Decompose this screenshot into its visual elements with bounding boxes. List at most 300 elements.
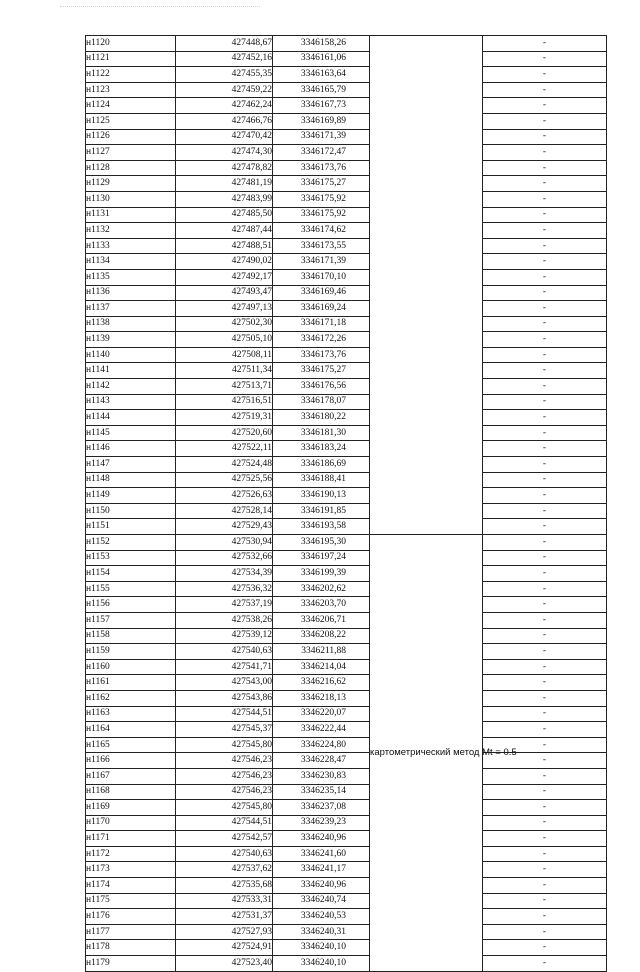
y-coordinate-cell: 3346190,13 [273, 488, 370, 504]
point-id-cell: н1120 [86, 36, 176, 52]
y-coordinate-cell: 3346163,64 [273, 67, 370, 83]
method-cell: картометрический метод Mt = 0.5 [370, 535, 483, 972]
x-coordinate-cell: 427546,23 [176, 784, 273, 800]
note-cell: - [483, 831, 607, 847]
table-row [86, 332, 607, 348]
note-cell: - [483, 129, 607, 145]
table-row [86, 909, 607, 925]
point-id-cell: н1170 [86, 815, 176, 831]
note-cell: - [483, 878, 607, 894]
point-id-cell: н1132 [86, 223, 176, 239]
y-coordinate-cell: 3346214,04 [273, 659, 370, 675]
point-id-cell: н1121 [86, 51, 176, 67]
x-coordinate-cell: 427544,51 [176, 815, 273, 831]
y-coordinate-cell: 3346171,39 [273, 129, 370, 145]
table-row [86, 612, 607, 628]
note-cell: - [483, 285, 607, 301]
note-cell: - [483, 768, 607, 784]
x-coordinate-cell: 427530,94 [176, 535, 273, 551]
table-row [86, 722, 607, 738]
x-coordinate-cell: 427497,13 [176, 301, 273, 317]
x-coordinate-cell: 427492,17 [176, 269, 273, 285]
point-id-cell: н1163 [86, 706, 176, 722]
table-row [86, 846, 607, 862]
x-coordinate-cell: 427474,30 [176, 145, 273, 161]
x-coordinate-cell: 427541,71 [176, 659, 273, 675]
x-coordinate-cell: 427525,56 [176, 472, 273, 488]
y-coordinate-cell: 3346180,22 [273, 410, 370, 426]
y-coordinate-cell: 3346178,07 [273, 394, 370, 410]
note-cell: - [483, 519, 607, 535]
table-row [86, 51, 607, 67]
y-coordinate-cell: 3346188,41 [273, 472, 370, 488]
note-cell: - [483, 36, 607, 52]
y-coordinate-cell: 3346181,30 [273, 425, 370, 441]
y-coordinate-cell: 3346193,58 [273, 519, 370, 535]
x-coordinate-cell: 427537,62 [176, 862, 273, 878]
point-id-cell: н1166 [86, 753, 176, 769]
point-id-cell: н1154 [86, 566, 176, 582]
note-cell: - [483, 488, 607, 504]
y-coordinate-cell: 3346235,14 [273, 784, 370, 800]
point-id-cell: н1125 [86, 113, 176, 129]
y-coordinate-cell: 3346173,76 [273, 160, 370, 176]
note-cell: - [483, 176, 607, 192]
y-coordinate-cell: 3346176,56 [273, 379, 370, 395]
x-coordinate-cell: 427533,31 [176, 893, 273, 909]
table-row [86, 160, 607, 176]
y-coordinate-cell: 3346175,27 [273, 363, 370, 379]
table-row [86, 753, 607, 769]
x-coordinate-cell: 427531,37 [176, 909, 273, 925]
x-coordinate-cell: 427529,43 [176, 519, 273, 535]
y-coordinate-cell: 3346208,22 [273, 628, 370, 644]
y-coordinate-cell: 3346195,30 [273, 535, 370, 551]
coordinates-table [85, 35, 607, 972]
table-row [86, 223, 607, 239]
note-cell: - [483, 535, 607, 551]
table-row [86, 457, 607, 473]
table-row [86, 113, 607, 129]
y-coordinate-cell: 3346203,70 [273, 597, 370, 613]
table-row [86, 956, 607, 972]
y-coordinate-cell: 3346171,39 [273, 254, 370, 270]
note-cell: - [483, 394, 607, 410]
note-cell: - [483, 191, 607, 207]
x-coordinate-cell: 427524,91 [176, 940, 273, 956]
y-coordinate-cell: 3346228,47 [273, 753, 370, 769]
scan-header-artifact [60, 6, 260, 13]
note-cell: - [483, 347, 607, 363]
note-cell: - [483, 722, 607, 738]
note-cell: - [483, 472, 607, 488]
table-row [86, 176, 607, 192]
note-cell: - [483, 706, 607, 722]
point-id-cell: н1148 [86, 472, 176, 488]
x-coordinate-cell: 427483,99 [176, 191, 273, 207]
note-cell: - [483, 207, 607, 223]
x-coordinate-cell: 427455,35 [176, 67, 273, 83]
table-row [86, 581, 607, 597]
y-coordinate-cell: 3346240,53 [273, 909, 370, 925]
point-id-cell: н1141 [86, 363, 176, 379]
x-coordinate-cell: 427542,57 [176, 831, 273, 847]
y-coordinate-cell: 3346240,31 [273, 924, 370, 940]
note-cell: - [483, 940, 607, 956]
y-coordinate-cell: 3346240,96 [273, 831, 370, 847]
y-coordinate-cell: 3346171,18 [273, 316, 370, 332]
x-coordinate-cell: 427545,80 [176, 737, 273, 753]
point-id-cell: н1126 [86, 129, 176, 145]
x-coordinate-cell: 427532,66 [176, 550, 273, 566]
table-row [86, 347, 607, 363]
point-id-cell: н1164 [86, 722, 176, 738]
x-coordinate-cell: 427539,12 [176, 628, 273, 644]
x-coordinate-cell: 427470,42 [176, 129, 273, 145]
note-cell: - [483, 316, 607, 332]
note-cell: - [483, 628, 607, 644]
point-id-cell: н1138 [86, 316, 176, 332]
x-coordinate-cell: 427543,86 [176, 690, 273, 706]
x-coordinate-cell: 427545,37 [176, 722, 273, 738]
note-cell: - [483, 893, 607, 909]
point-id-cell: н1152 [86, 535, 176, 551]
table-row [86, 285, 607, 301]
point-id-cell: н1145 [86, 425, 176, 441]
y-coordinate-cell: 3346218,13 [273, 690, 370, 706]
x-coordinate-cell: 427462,24 [176, 98, 273, 114]
y-coordinate-cell: 3346202,62 [273, 581, 370, 597]
x-coordinate-cell: 427519,31 [176, 410, 273, 426]
table-row [86, 550, 607, 566]
table-row [86, 472, 607, 488]
point-id-cell: н1161 [86, 675, 176, 691]
x-coordinate-cell: 427448,67 [176, 36, 273, 52]
point-id-cell: н1143 [86, 394, 176, 410]
x-coordinate-cell: 427481,19 [176, 176, 273, 192]
note-cell: - [483, 737, 607, 753]
y-coordinate-cell: 3346173,55 [273, 238, 370, 254]
point-id-cell: н1146 [86, 441, 176, 457]
note-cell: - [483, 363, 607, 379]
y-coordinate-cell: 3346161,06 [273, 51, 370, 67]
point-id-cell: н1179 [86, 956, 176, 972]
table-row [86, 503, 607, 519]
table-row [86, 379, 607, 395]
point-id-cell: н1137 [86, 301, 176, 317]
x-coordinate-cell: 427511,34 [176, 363, 273, 379]
table-row [86, 800, 607, 816]
note-cell: - [483, 815, 607, 831]
y-coordinate-cell: 3346173,76 [273, 347, 370, 363]
table-row [86, 831, 607, 847]
table-row [86, 145, 607, 161]
note-cell: - [483, 784, 607, 800]
point-id-cell: н1175 [86, 893, 176, 909]
point-id-cell: н1165 [86, 737, 176, 753]
note-cell: - [483, 301, 607, 317]
table-row [86, 363, 607, 379]
note-cell: - [483, 223, 607, 239]
table-row [86, 706, 607, 722]
table-row [86, 316, 607, 332]
point-id-cell: н1178 [86, 940, 176, 956]
point-id-cell: н1162 [86, 690, 176, 706]
table-row [86, 862, 607, 878]
y-coordinate-cell: 3346158,26 [273, 36, 370, 52]
table-row [86, 893, 607, 909]
x-coordinate-cell: 427546,23 [176, 768, 273, 784]
y-coordinate-cell: 3346169,46 [273, 285, 370, 301]
x-coordinate-cell: 427516,51 [176, 394, 273, 410]
table-row [86, 878, 607, 894]
table-row [86, 98, 607, 114]
point-id-cell: н1167 [86, 768, 176, 784]
x-coordinate-cell: 427543,00 [176, 675, 273, 691]
table-row [86, 940, 607, 956]
table-row [86, 644, 607, 660]
table-row [86, 784, 607, 800]
point-id-cell: н1177 [86, 924, 176, 940]
y-coordinate-cell: 3346165,79 [273, 82, 370, 98]
point-id-cell: н1123 [86, 82, 176, 98]
note-cell: - [483, 457, 607, 473]
x-coordinate-cell: 427488,51 [176, 238, 273, 254]
y-coordinate-cell: 3346230,83 [273, 768, 370, 784]
x-coordinate-cell: 427487,44 [176, 223, 273, 239]
y-coordinate-cell: 3346241,17 [273, 862, 370, 878]
table-row [86, 535, 607, 551]
y-coordinate-cell: 3346222,44 [273, 722, 370, 738]
y-coordinate-cell: 3346191,85 [273, 503, 370, 519]
point-id-cell: н1144 [86, 410, 176, 426]
note-cell: - [483, 145, 607, 161]
y-coordinate-cell: 3346216,62 [273, 675, 370, 691]
y-coordinate-cell: 3346197,24 [273, 550, 370, 566]
table-row [86, 425, 607, 441]
note-cell: - [483, 98, 607, 114]
y-coordinate-cell: 3346199,39 [273, 566, 370, 582]
point-id-cell: н1140 [86, 347, 176, 363]
table-row [86, 659, 607, 675]
point-id-cell: н1142 [86, 379, 176, 395]
x-coordinate-cell: 427459,22 [176, 82, 273, 98]
point-id-cell: н1150 [86, 503, 176, 519]
y-coordinate-cell: 3346175,92 [273, 207, 370, 223]
y-coordinate-cell: 3346239,23 [273, 815, 370, 831]
table-row [86, 597, 607, 613]
note-cell: - [483, 425, 607, 441]
x-coordinate-cell: 427508,11 [176, 347, 273, 363]
point-id-cell: н1139 [86, 332, 176, 348]
x-coordinate-cell: 427540,63 [176, 644, 273, 660]
point-id-cell: н1171 [86, 831, 176, 847]
table-row [86, 82, 607, 98]
x-coordinate-cell: 427526,63 [176, 488, 273, 504]
y-coordinate-cell: 3346170,10 [273, 269, 370, 285]
table-row [86, 394, 607, 410]
y-coordinate-cell: 3346240,74 [273, 893, 370, 909]
point-id-cell: н1173 [86, 862, 176, 878]
note-cell: - [483, 675, 607, 691]
y-coordinate-cell: 3346174,62 [273, 223, 370, 239]
note-cell: - [483, 800, 607, 816]
note-cell: - [483, 550, 607, 566]
point-id-cell: н1172 [86, 846, 176, 862]
x-coordinate-cell: 427485,50 [176, 207, 273, 223]
table-row [86, 129, 607, 145]
note-cell: - [483, 441, 607, 457]
y-coordinate-cell: 3346224,80 [273, 737, 370, 753]
point-id-cell: н1149 [86, 488, 176, 504]
point-id-cell: н1168 [86, 784, 176, 800]
x-coordinate-cell: 427523,40 [176, 956, 273, 972]
table-row [86, 815, 607, 831]
note-cell: - [483, 269, 607, 285]
x-coordinate-cell: 427478,82 [176, 160, 273, 176]
point-id-cell: н1127 [86, 145, 176, 161]
x-coordinate-cell: 427527,93 [176, 924, 273, 940]
table-row [86, 519, 607, 535]
x-coordinate-cell: 427452,16 [176, 51, 273, 67]
table-row [86, 441, 607, 457]
point-id-cell: н1122 [86, 67, 176, 83]
y-coordinate-cell: 3346175,92 [273, 191, 370, 207]
point-id-cell: н1174 [86, 878, 176, 894]
y-coordinate-cell: 3346237,08 [273, 800, 370, 816]
table-row [86, 737, 607, 753]
x-coordinate-cell: 427545,80 [176, 800, 273, 816]
table-row [86, 254, 607, 270]
x-coordinate-cell: 427505,10 [176, 332, 273, 348]
note-cell: - [483, 597, 607, 613]
note-cell: - [483, 410, 607, 426]
x-coordinate-cell: 427528,14 [176, 503, 273, 519]
y-coordinate-cell: 3346241,60 [273, 846, 370, 862]
point-id-cell: н1169 [86, 800, 176, 816]
note-cell: - [483, 67, 607, 83]
note-cell: - [483, 956, 607, 972]
x-coordinate-cell: 427534,39 [176, 566, 273, 582]
table-row [86, 488, 607, 504]
table-row [86, 768, 607, 784]
note-cell: - [483, 581, 607, 597]
note-cell: - [483, 82, 607, 98]
point-id-cell: н1134 [86, 254, 176, 270]
y-coordinate-cell: 3346240,10 [273, 940, 370, 956]
point-id-cell: н1160 [86, 659, 176, 675]
table-row [86, 566, 607, 582]
x-coordinate-cell: 427513,71 [176, 379, 273, 395]
x-coordinate-cell: 427536,32 [176, 581, 273, 597]
y-coordinate-cell: 3346167,73 [273, 98, 370, 114]
note-cell: - [483, 659, 607, 675]
y-coordinate-cell: 3346240,96 [273, 878, 370, 894]
y-coordinate-cell: 3346220,07 [273, 706, 370, 722]
note-cell: - [483, 566, 607, 582]
y-coordinate-cell: 3346206,71 [273, 612, 370, 628]
x-coordinate-cell: 427535,68 [176, 878, 273, 894]
coordinates-table-body [86, 36, 607, 972]
x-coordinate-cell: 427540,63 [176, 846, 273, 862]
point-id-cell: н1176 [86, 909, 176, 925]
point-id-cell: н1128 [86, 160, 176, 176]
x-coordinate-cell: 427544,51 [176, 706, 273, 722]
note-cell: - [483, 51, 607, 67]
note-cell: - [483, 160, 607, 176]
table-row [86, 410, 607, 426]
point-id-cell: н1158 [86, 628, 176, 644]
note-cell: - [483, 238, 607, 254]
note-cell: - [483, 753, 607, 769]
point-id-cell: н1151 [86, 519, 176, 535]
table-row [86, 924, 607, 940]
note-cell: - [483, 909, 607, 925]
x-coordinate-cell: 427537,19 [176, 597, 273, 613]
y-coordinate-cell: 3346172,26 [273, 332, 370, 348]
y-coordinate-cell: 3346172,47 [273, 145, 370, 161]
point-id-cell: н1124 [86, 98, 176, 114]
table-row [86, 67, 607, 83]
note-cell: - [483, 612, 607, 628]
point-id-cell: н1156 [86, 597, 176, 613]
x-coordinate-cell: 427520,60 [176, 425, 273, 441]
table-row [86, 301, 607, 317]
y-coordinate-cell: 3346169,89 [273, 113, 370, 129]
point-id-cell: н1136 [86, 285, 176, 301]
table-row [86, 238, 607, 254]
point-id-cell: н1130 [86, 191, 176, 207]
note-cell: - [483, 254, 607, 270]
x-coordinate-cell: 427538,26 [176, 612, 273, 628]
table-row [86, 675, 607, 691]
y-coordinate-cell: 3346175,27 [273, 176, 370, 192]
point-id-cell: н1131 [86, 207, 176, 223]
x-coordinate-cell: 427466,76 [176, 113, 273, 129]
point-id-cell: н1147 [86, 457, 176, 473]
x-coordinate-cell: 427524,48 [176, 457, 273, 473]
x-coordinate-cell: 427522,11 [176, 441, 273, 457]
point-id-cell: н1153 [86, 550, 176, 566]
point-id-cell: н1129 [86, 176, 176, 192]
note-cell: - [483, 924, 607, 940]
y-coordinate-cell: 3346240,10 [273, 956, 370, 972]
y-coordinate-cell: 3346169,24 [273, 301, 370, 317]
point-id-cell: н1157 [86, 612, 176, 628]
table-row [86, 207, 607, 223]
table-row [86, 690, 607, 706]
table-row [86, 36, 607, 52]
method-cell-empty [370, 36, 483, 535]
point-id-cell: н1155 [86, 581, 176, 597]
table-row [86, 191, 607, 207]
note-cell: - [483, 113, 607, 129]
note-cell: - [483, 862, 607, 878]
x-coordinate-cell: 427546,23 [176, 753, 273, 769]
note-cell: - [483, 379, 607, 395]
table-row [86, 628, 607, 644]
y-coordinate-cell: 3346186,69 [273, 457, 370, 473]
table-row [86, 269, 607, 285]
note-cell: - [483, 332, 607, 348]
point-id-cell: н1135 [86, 269, 176, 285]
point-id-cell: н1133 [86, 238, 176, 254]
note-cell: - [483, 846, 607, 862]
note-cell: - [483, 503, 607, 519]
x-coordinate-cell: 427502,30 [176, 316, 273, 332]
x-coordinate-cell: 427493,47 [176, 285, 273, 301]
note-cell: - [483, 644, 607, 660]
